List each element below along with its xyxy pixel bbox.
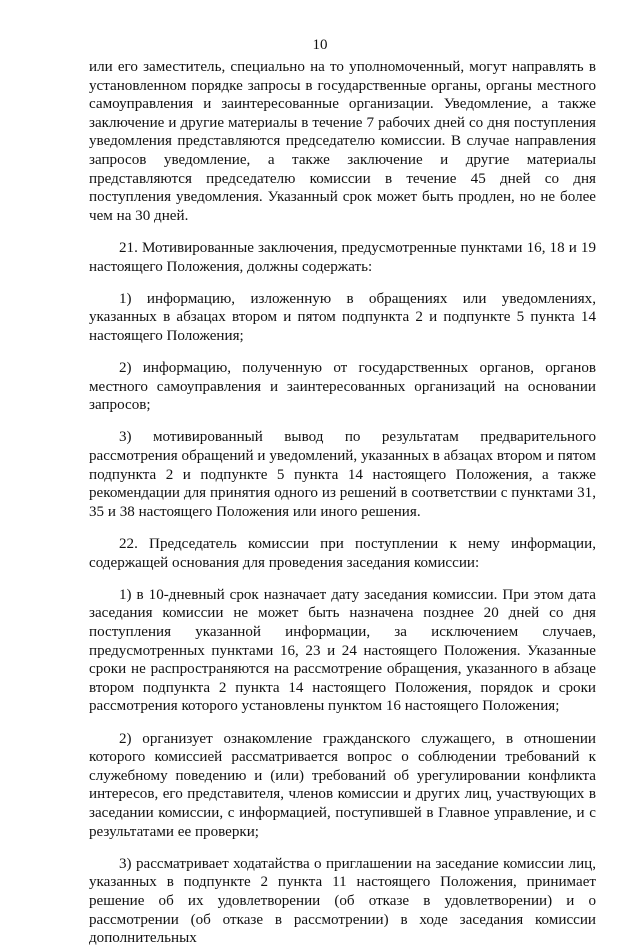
- paragraph-22-subitem-1: 1) в 10-дневный срок назначает дату заседания комиссии. При этом дата заседания комиссии не может быть назначена позднее 20 дней со дня поступления указанной информации, за исключением случаев, предусмотренных пунктами 16, 23 и 24 настоящего Положения. Указанные сроки не распространяются на рассмотрение обращения, указанного в абзаце втором подпункта 2 пункта 14 настоящего Положения, порядок и сроки рассмотрения которого установлены пунктом 16 настоящего Положения;: [89, 586, 596, 715]
- paragraph-21-subitem-1: 1) информацию, изложенную в обращениях или уведомлениях, указанных в абзацах втором и пятом подпункта 2 и подпункте 5 пункта 14 настоящего Положения;: [89, 290, 596, 344]
- paragraph-22-subitem-3: 3) рассматривает ходатайства о приглашении на заседание комиссии лиц, указанных в подпункте 2 пункта 11 настоящего Положения, принимает решение об их удовлетворении (об отказе в удовлетворении) и о рассмотрении (об отказе в рассмотрении) в ходе заседания комиссии дополнительных: [89, 855, 596, 947]
- paragraph-21-subitem-3: 3) мотивированный вывод по результатам предварительного рассмотрения обращений и уведомлений, указанных в абзацах втором и пятом подпункта 2 и подпункте 5 пункта 14 настоящего Положения, а также рекомендации для принятия одного из решений в соответствии с пунктами 31, 35 и 38 настоящего Положения или иного решения.: [89, 429, 596, 520]
- document-body: [89, 58, 596, 948]
- paragraph-22-subitem-2: 2) организует ознакомление гражданского служащего, в отношении которого комиссией рассматривается вопрос о соблюдении требований к служебному поведению и (или) требований об урегулировании конфликта интересов, его представителя, членов комиссии и других лиц, участвующих в заседании комиссии, с информацией, поступившей в Главное управление, и с результатами ее проверки;: [89, 730, 596, 840]
- paragraph-item-22: 22. Председатель комиссии при поступлении к нему информации, содержащей основания для проведения заседания комиссии:: [89, 536, 596, 571]
- paragraph-continuation: или его заместитель, специально на то уполномоченный, могут направлять в установленном порядке запросы в государственные органы, органы местного самоуправления и заинтересованные организации. Уведомление, а также заключение и другие материалы в течение 7 рабочих дней со дня поступления уведомления представляются председателю комиссии. В случае направления запросов уведомление, а также заключение и другие материалы представляются председателю комиссии в течение 45 дней со дня поступления уведомления. Указанный срок может быть продлен, но не более чем на 30 дней.: [89, 59, 596, 224]
- paragraph-item-21: 21. Мотивированные заключения, предусмотренные пунктами 16, 18 и 19 настоящего Положения, должны содержать:: [89, 239, 596, 275]
- page-number: 10: [312, 37, 328, 53]
- paragraph-21-subitem-2: 2) информацию, полученную от государственных органов, органов местного самоуправления и заинтересованных организаций на основании запросов;: [89, 360, 596, 414]
